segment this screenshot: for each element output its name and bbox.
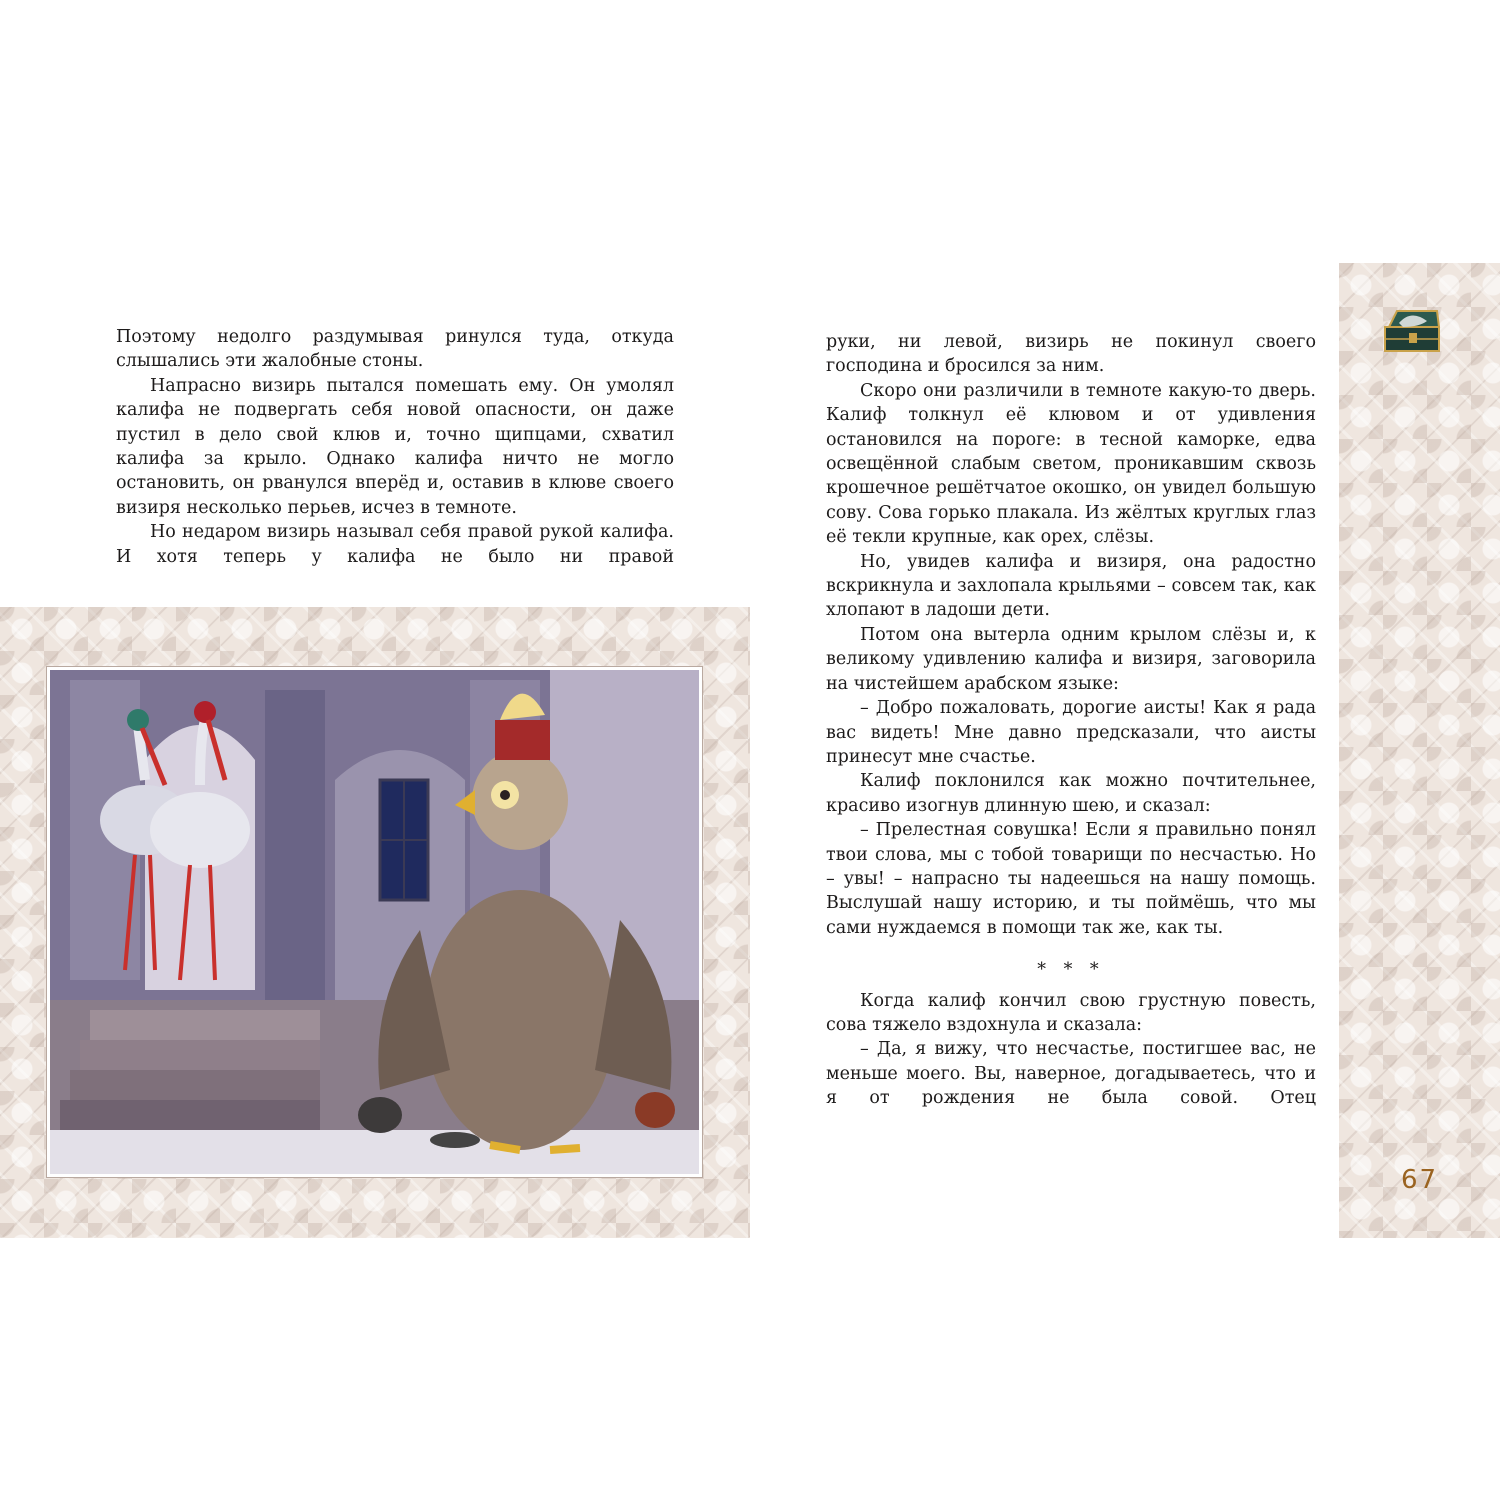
paragraph: Когда калиф кончил свою грустную повесть, сова тяжело вздохнула и сказала:	[826, 990, 1316, 1035]
treasure-chest-icon	[1379, 305, 1445, 357]
paragraph: Потом она вытерла одним крылом слёзы и, к великому удивлению калифа и визиря, заговорила на чистейшем арабском языке:	[826, 624, 1316, 694]
paragraph: Калиф поклонился как можно почтительнее, красиво изогнув длинную шею, и сказал:	[826, 771, 1316, 816]
paragraph: – Да, я вижу, что несчастье, постигшее вас, не меньше моего. Вы, наверное, догадываетесь, что и я от рождения не была совой. Отец	[826, 1039, 1316, 1109]
paragraph: Напрасно визирь пытался помешать ему. Он умолял калифа не подвергать себя новой опасности, он даже пустил в дело свой клюв и, точно щипцами, схватил калифа за крыло. Однако калифа ничто не могло остановить, он рванулся вперёд и, оставив в клюве своего визиря несколько перьев, исчез в темноте.	[116, 375, 674, 518]
paragraph: Но, увидев калифа и визиря, она радостно вскрикнула и захлопала крыльями – совсем так, как хлопают в ладоши дети.	[826, 551, 1316, 621]
paragraph: Поэтому недолго раздумывая ринулся туда, откуда слышались эти жалобные стоны.	[116, 327, 674, 372]
illustration-frame	[47, 667, 702, 1177]
paragraph: – Прелестная совушка! Если я правильно понял твои слова, мы с тобой товарищи по несчастью. Но – увы! – напрасно ты надеешься на нашу помощь. Выслушай нашу историю, и ты поймёшь, что мы сами нуждаемся в помощи так же, как ты.	[826, 820, 1316, 938]
paragraph: – Добро пожаловать, дорогие аисты! Как я рада вас видеть! Мне давно предсказали, что аисты принесут мне счастье.	[826, 698, 1316, 767]
decorative-side-strip	[1339, 263, 1500, 1238]
illustration-panel	[0, 607, 750, 1238]
paragraph: Скоро они различили в темноте какую-то дверь. Калиф толкнул её клювом и от удивления остановился на пороге: в тесной каморке, едва освещённой слабым светом, проникавшим сквозь крошечное решётчатое окошко, он увидел большую сову. Сова горько плакала. Из жёлтых круглых глаз её текли крупные, как орех, слёзы.	[826, 380, 1316, 548]
right-text-column	[826, 330, 1316, 1111]
left-text-column	[116, 325, 674, 569]
storks-and-owl-illustration	[50, 670, 699, 1174]
page-number: 67	[1400, 1165, 1439, 1195]
section-separator: * * *	[1037, 960, 1105, 981]
paragraph: руки, ни левой, визирь не покинул своего господина и бросился за ним.	[826, 332, 1316, 377]
paragraph: Но недаром визирь называл себя правой рукой калифа. И хотя теперь у калифа не было ни правой	[116, 522, 674, 567]
